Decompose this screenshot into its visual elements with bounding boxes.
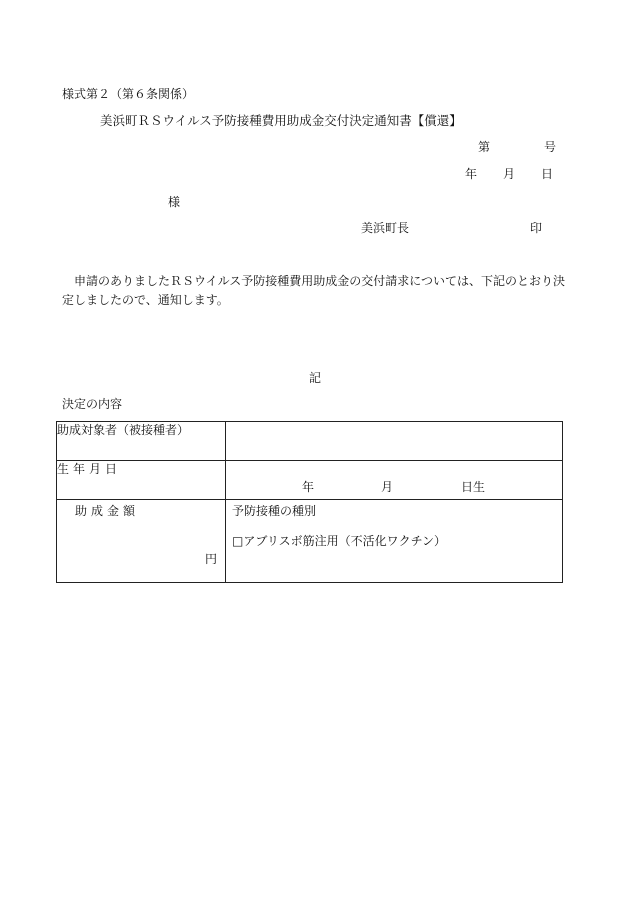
table-row xyxy=(57,461,563,500)
beneficiary-value-cell xyxy=(226,422,563,461)
form-number: 様式第２（第６条関係） xyxy=(62,87,195,101)
number-suffix: 号 xyxy=(544,140,557,154)
section-label: 決定の内容 xyxy=(62,397,123,411)
table-row xyxy=(57,422,563,461)
date-month: 月 xyxy=(503,167,516,181)
amount-label-cell xyxy=(57,500,226,583)
vaccine-type-cell xyxy=(226,500,563,583)
yen-unit: 円 xyxy=(204,552,217,566)
ki-heading: 記 xyxy=(309,371,322,385)
birth-month: 月 xyxy=(381,480,394,494)
issue-date-line xyxy=(465,166,553,182)
beneficiary-label: 助成対象者（被接種者） xyxy=(57,423,190,437)
birthdate-label: 生年月日 xyxy=(57,462,122,476)
table-row xyxy=(57,500,563,583)
amount-label: 助成金額 xyxy=(75,504,140,518)
seal-mark: 印 xyxy=(530,221,543,235)
notification-body: 申請のありましたＲＳウイルス予防接種費用助成金の交付請求については、下記のとおり決定しましたので、通知します。 xyxy=(62,274,566,307)
number-prefix: 第 xyxy=(478,140,491,154)
issuer-name: 美浜町長 xyxy=(361,221,410,235)
document-title: 美浜町ＲＳウイルス予防接種費用助成金交付決定通知書【償還】 xyxy=(100,113,462,128)
vaccine-option-checkbox[interactable]: □アブリスボ筋注用（不活化ワクチン） xyxy=(232,534,447,548)
document-number-line xyxy=(478,139,556,155)
birthdate-value-cell xyxy=(226,461,563,500)
date-year: 年 xyxy=(465,167,478,181)
birth-day: 日生 xyxy=(461,480,486,494)
beneficiary-label-cell xyxy=(57,422,226,461)
birth-year: 年 xyxy=(302,480,315,494)
vaccine-type-title: 予防接種の種別 xyxy=(232,504,317,518)
decision-content-table xyxy=(56,421,563,583)
addressee-honorific: 様 xyxy=(168,195,181,209)
birthdate-label-cell xyxy=(57,461,226,500)
date-day: 日 xyxy=(541,167,554,181)
